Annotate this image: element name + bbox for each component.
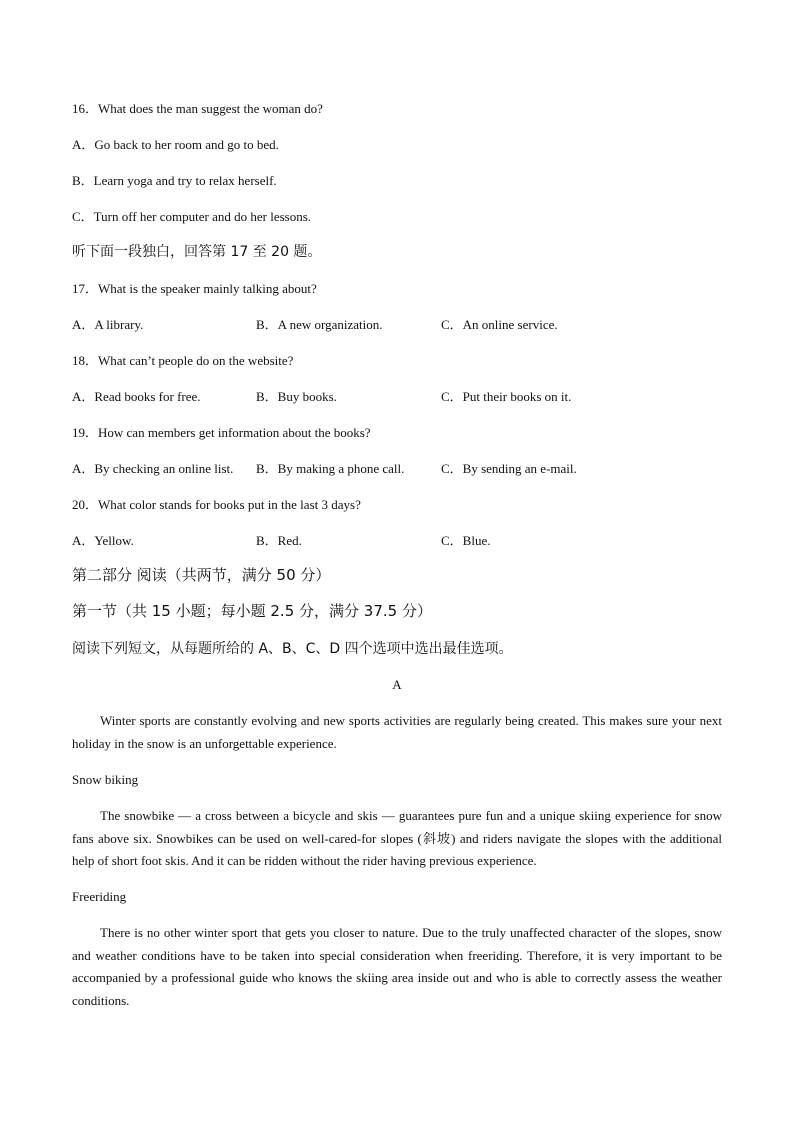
passage-intro: Winter sports are constantly evolving and new sports activities are regularly being created. This makes sure your next holiday in the snow is an unforgettable experience. xyxy=(72,713,722,751)
question-20-option-c: C．Blue. xyxy=(441,533,491,548)
question-16-option-a: A．Go back to her room and go to bed. xyxy=(72,137,279,152)
paragraph-snow-biking: The snowbike — a cross between a bicycle and skis — guarantees pure fun and a unique skiing experience for snow fans above six. Snowbikes can be used on well-cared-for slopes (斜坡) and riders navigate the slopes with the additional help of short foot skis. And it can be ridden without the rider having previous experience. xyxy=(72,808,722,868)
section-1-title: 第一节（共 15 小题；每小题 2.5 分，满分 37.5 分） xyxy=(72,602,432,620)
question-19-option-a: A．By checking an online list. xyxy=(72,461,234,476)
question-19-option-c: C．By sending an e-mail. xyxy=(441,461,577,476)
subheading-snow-biking: Snow biking xyxy=(72,772,139,787)
question-19-option-b: B．By making a phone call. xyxy=(256,461,405,476)
question-16-option-b: B．Learn yoga and try to relax herself. xyxy=(72,173,277,188)
question-17-option-c: C．An online service. xyxy=(441,317,558,332)
question-20: 20．What color stands for books put in the last 3 days? xyxy=(72,497,361,512)
question-18-option-b: B．Buy books. xyxy=(256,389,337,404)
reading-instruction: 阅读下列短文，从每题所给的 A、B、C、D 四个选项中选出最佳选项。 xyxy=(72,641,513,657)
question-18-option-a: A．Read books for free. xyxy=(72,389,201,404)
question-17-option-a: A．A library. xyxy=(72,317,144,332)
question-18-option-c: C．Put their books on it. xyxy=(441,389,572,404)
paragraph-freeriding: There is no other winter sport that gets you closer to nature. Due to the truly unaffected character of the slopes, snow and weather conditions have to be taken into special consideration when freeriding. Therefore, it is very important to be accompanied by a professional guide who knows the skiing area inside out and who is able to correctly assess the weather conditions. xyxy=(72,925,722,1008)
question-20-option-b: B．Red. xyxy=(256,533,302,548)
question-20-option-a: A．Yellow. xyxy=(72,533,134,548)
passage-label: A xyxy=(392,677,402,692)
question-18: 18．What can’t people do on the website? xyxy=(72,353,294,368)
question-17-option-b: B．A new organization. xyxy=(256,317,383,332)
question-16: 16．What does the man suggest the woman do? xyxy=(72,101,323,116)
part-2-title: 第二部分 阅读（共两节，满分 50 分） xyxy=(72,566,331,584)
question-19: 19．How can members get information about the books? xyxy=(72,425,371,440)
question-16-option-c: C．Turn off her computer and do her lessons. xyxy=(72,209,312,224)
subheading-freeriding: Freeriding xyxy=(72,889,127,904)
monologue-instruction: 听下面一段独白，回答第 17 至 20 题。 xyxy=(72,244,322,260)
question-17: 17．What is the speaker mainly talking about? xyxy=(72,281,317,296)
